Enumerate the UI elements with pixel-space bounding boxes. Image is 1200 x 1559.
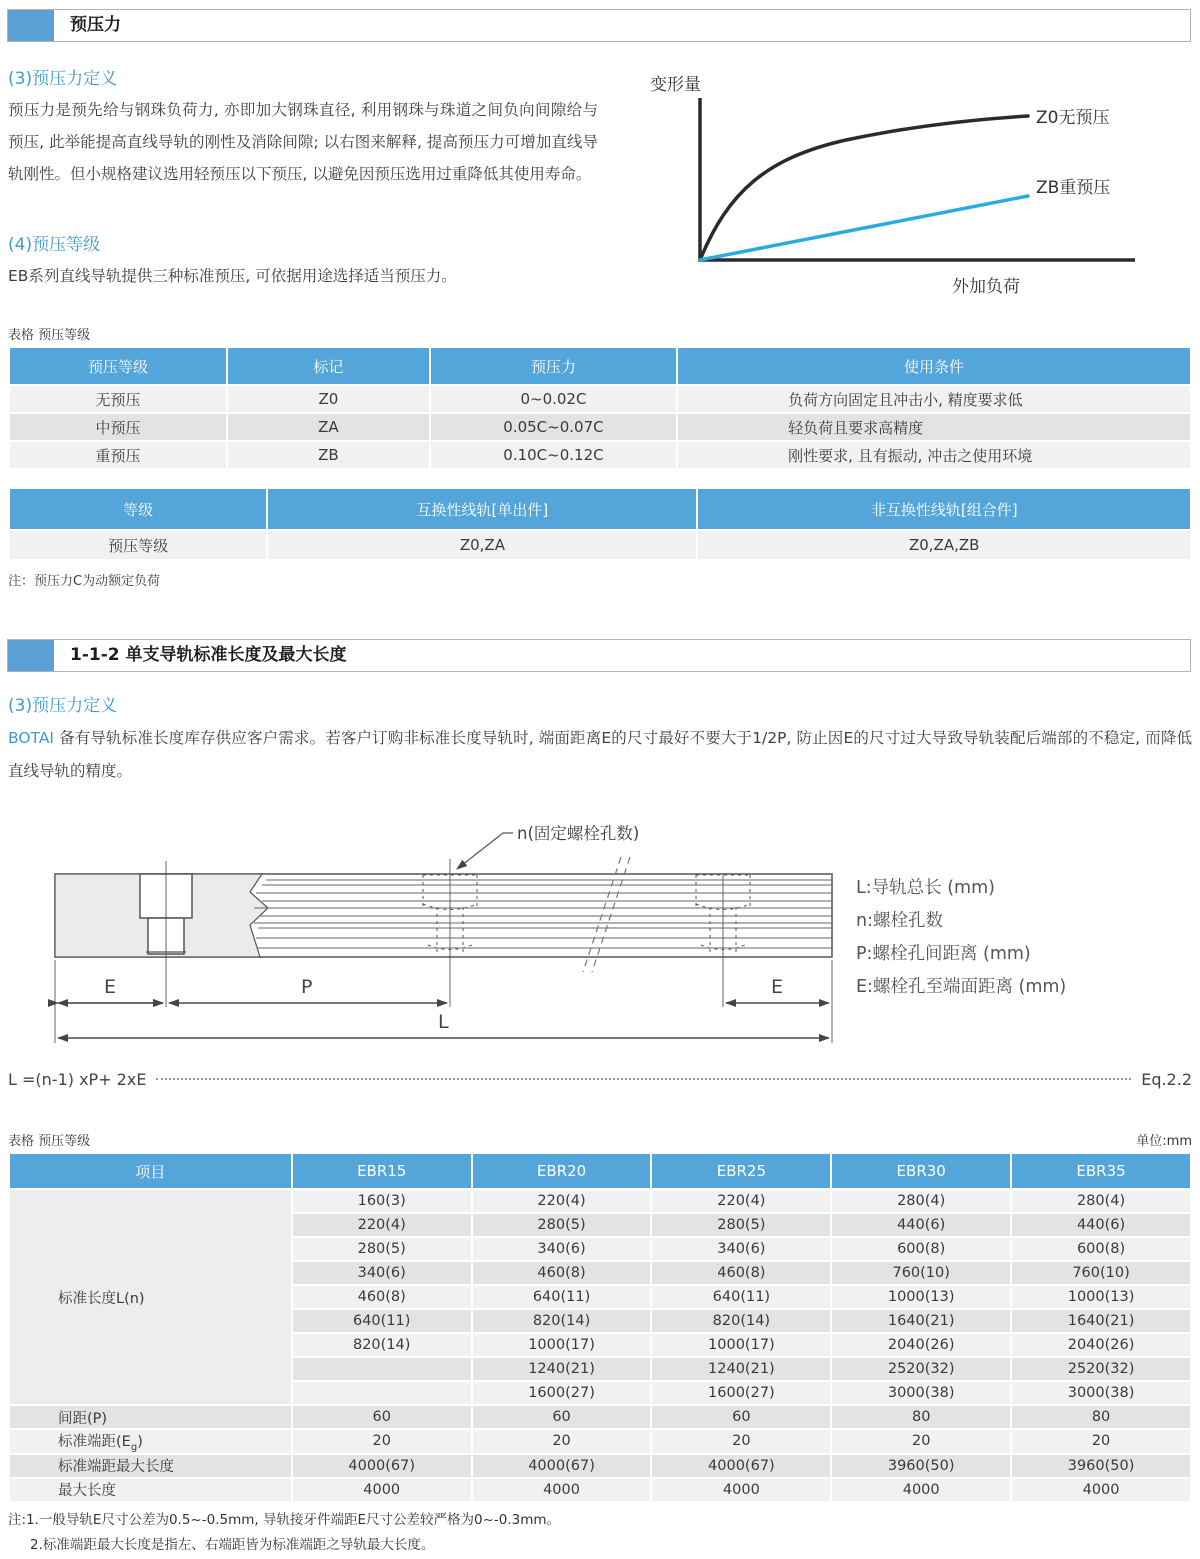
preload-grade-heading: (4)预压等级	[8, 235, 101, 255]
cell: 440(6)	[832, 1214, 1010, 1236]
dim-label-e-right: E	[771, 976, 784, 998]
table-row	[10, 1190, 1190, 1212]
table-row	[10, 414, 1190, 440]
cell: Z0,ZA	[268, 531, 696, 559]
dim-label-e-left: E	[104, 976, 117, 998]
cell: 4000	[832, 1479, 1010, 1501]
table-row	[10, 531, 1190, 559]
cell: 20	[473, 1430, 651, 1453]
cell	[293, 1382, 471, 1404]
cell: 1640(21)	[832, 1310, 1010, 1332]
dim-label-p: P	[301, 976, 313, 998]
cell: 4000(67)	[293, 1455, 471, 1477]
cell: 60	[473, 1406, 651, 1428]
stiffness-chart	[636, 66, 1200, 310]
table1-header-mark: 标记	[228, 348, 429, 384]
cell: 1600(27)	[473, 1382, 651, 1404]
cell: 重预压	[10, 442, 226, 468]
table-row-pitch	[10, 1406, 1190, 1428]
cell: 220(4)	[473, 1190, 651, 1212]
table1-caption: 表格 预压等级	[8, 328, 91, 343]
cell: 4000	[1012, 1479, 1190, 1501]
cell: 60	[293, 1406, 471, 1428]
label-subscript: g	[130, 1441, 138, 1453]
cell: 4000(67)	[473, 1455, 651, 1477]
row-label-end-max-length: 标准端距最大长度	[10, 1455, 291, 1477]
titlebar-blue-square	[8, 640, 54, 671]
cell: 20	[1012, 1430, 1190, 1453]
preload-definition-heading: (3)预压力定义	[8, 69, 118, 89]
dotted-leader	[156, 1078, 1131, 1080]
cell: 760(10)	[1012, 1262, 1190, 1284]
cell: 0~0.02C	[431, 386, 676, 412]
cell: 3000(38)	[1012, 1382, 1190, 1404]
section1-titlebar	[7, 9, 1191, 42]
label-text: )	[137, 1434, 143, 1450]
chart-label-zb: ZB重预压	[1036, 178, 1111, 198]
table3-header-ebr30: EBR30	[832, 1154, 1010, 1188]
cell: 1240(21)	[652, 1358, 830, 1380]
cell: 220(4)	[293, 1214, 471, 1236]
table3-header-item: 项目	[10, 1154, 291, 1188]
cell: 220(4)	[652, 1190, 830, 1212]
cell: 4000	[473, 1479, 651, 1501]
cell: 640(11)	[293, 1310, 471, 1332]
preload-grade-table	[8, 346, 1192, 470]
table3-header-ebr15: EBR15	[293, 1154, 471, 1188]
cell: 20	[652, 1430, 830, 1453]
cell: 1000(13)	[1012, 1286, 1190, 1308]
row-label-pitch: 间距(P)	[10, 1406, 291, 1428]
brand-name: BOTAI	[8, 729, 55, 747]
table-row-end-max-length	[10, 1455, 1190, 1477]
table3-header-ebr35: EBR35	[1012, 1154, 1190, 1188]
cell: 2520(32)	[832, 1358, 1010, 1380]
cell: 1640(21)	[1012, 1310, 1190, 1332]
cell: 20	[832, 1430, 1010, 1453]
cell: 600(8)	[1012, 1238, 1190, 1260]
cell: 160(3)	[293, 1190, 471, 1212]
cell: Z0	[228, 386, 429, 412]
length-formula-row	[8, 1066, 1192, 1092]
diagram-legend-l: L:导轨总长 (mm)	[856, 878, 995, 898]
preload-grade-paragraph: EB系列直线导轨提供三种标准预压, 可依据用途选择适当预压力。	[8, 267, 457, 285]
cell: 20	[293, 1430, 471, 1453]
cell: 3000(38)	[832, 1382, 1010, 1404]
cell: ZA	[228, 414, 429, 440]
cell: 1000(17)	[652, 1334, 830, 1356]
cell: 460(8)	[473, 1262, 651, 1284]
row-label-end-distance	[10, 1430, 291, 1453]
rail-dimension-diagram	[0, 795, 1200, 1065]
table2-header-row	[10, 489, 1190, 529]
length-definition-text: 备有导轨标准长度库存供应客户需求。若客户订购非标准长度导轨时, 端面距离E的尺寸最好不要大于1/2P, 防止因E的尺寸过大导致导轨装配后端部的不稳定, 而降低直线导轨的精度。	[8, 729, 1192, 780]
cell: 2520(32)	[1012, 1358, 1190, 1380]
cell: 760(10)	[832, 1262, 1010, 1284]
cell: 640(11)	[652, 1286, 830, 1308]
table2-header-single: 互换性线轨[单出件]	[268, 489, 696, 529]
cell: 280(5)	[473, 1214, 651, 1236]
cell: 60	[652, 1406, 830, 1428]
table2-header-grade: 等级	[10, 489, 266, 529]
cell: 1600(27)	[652, 1382, 830, 1404]
table1-header-force: 预压力	[431, 348, 676, 384]
cell: 中预压	[10, 414, 226, 440]
cell	[293, 1358, 471, 1380]
cell: 80	[1012, 1406, 1190, 1428]
cell: 80	[832, 1406, 1010, 1428]
table1-header-grade: 预压等级	[10, 348, 226, 384]
table-row-end-distance	[10, 1430, 1190, 1453]
interchangeability-table	[8, 487, 1192, 561]
cell: 轻负荷且要求高精度	[678, 414, 1190, 440]
cell: 600(8)	[832, 1238, 1010, 1260]
table1-header-row	[10, 348, 1190, 384]
note-dynamic-load: 注：预压力C为动额定负荷	[8, 574, 161, 589]
table3-header-ebr25: EBR25	[652, 1154, 830, 1188]
table-row-max-length	[10, 1479, 1190, 1501]
chart-line-zb	[700, 196, 1028, 260]
preload-definition-paragraph: 预压力是预先给与钢珠负荷力, 亦即加大钢珠直径, 利用钢珠与珠道之间负向间隙给与预压, 此举能提高直线导轨的刚性及消除间隙; 以右图来解释, 提高预压力可增加直线导轨刚性。但小规格建议选用轻预压以下预压, 以避免因预压选用过重降低其使用寿命。	[8, 101, 598, 183]
diagram-legend-p: P:螺栓孔间距离 (mm)	[856, 944, 1031, 964]
section1-title: 预压力	[70, 15, 121, 35]
cell: 280(4)	[1012, 1190, 1190, 1212]
cell: 820(14)	[473, 1310, 651, 1332]
equation-number: Eq.2.2	[1141, 1069, 1192, 1089]
section2-titlebar	[7, 639, 1191, 672]
table3-caption: 表格 预压等级	[8, 1134, 91, 1149]
length-definition-heading: (3)预压力定义	[8, 696, 118, 716]
cell: 640(11)	[473, 1286, 651, 1308]
cell: 4000(67)	[652, 1455, 830, 1477]
cell: 0.05C~0.07C	[431, 414, 676, 440]
cell: 负荷方向固定且冲击小, 精度要求低	[678, 386, 1190, 412]
cell: 2040(26)	[1012, 1334, 1190, 1356]
cell: 1240(21)	[473, 1358, 651, 1380]
footnote-2: 2.标准端距最大长度是指左、右端距皆为标准端距之导轨最大长度。	[30, 1537, 435, 1553]
table3-header-ebr20: EBR20	[473, 1154, 651, 1188]
cell: Z0,ZA,ZB	[698, 531, 1190, 559]
titlebar-blue-square	[8, 10, 54, 41]
cell: 预压等级	[10, 531, 266, 559]
cell: 3960(50)	[832, 1455, 1010, 1477]
cell: 3960(50)	[1012, 1455, 1190, 1477]
chart-ylabel: 变形量	[650, 75, 701, 95]
cell: 280(5)	[652, 1214, 830, 1236]
length-formula: L =(n-1) xP+ 2xE	[8, 1069, 147, 1089]
standard-length-table	[8, 1152, 1192, 1503]
cell: 0.10C~0.12C	[431, 442, 676, 468]
chart-xlabel: 外加负荷	[952, 277, 1020, 297]
cell: 280(5)	[293, 1238, 471, 1260]
cell: 4000	[293, 1479, 471, 1501]
chart-curve-z0	[700, 116, 1028, 260]
diagram-legend-e: E:螺栓孔至端面距离 (mm)	[856, 977, 1067, 997]
cell: 820(14)	[293, 1334, 471, 1356]
cell: 440(6)	[1012, 1214, 1190, 1236]
bolt-count-callout: n(固定螺栓孔数)	[517, 824, 640, 843]
section2-title: 1-1-2 单支导轨标准长度及最大长度	[70, 645, 347, 665]
label-text: 标准端距(E	[58, 1434, 131, 1450]
cell: 340(6)	[473, 1238, 651, 1260]
cell: 无预压	[10, 386, 226, 412]
cell: ZB	[228, 442, 429, 468]
dim-label-l: L	[438, 1011, 449, 1033]
chart-label-z0: Z0无预压	[1036, 108, 1110, 128]
row-label-max-length: 最大长度	[10, 1479, 291, 1501]
cell: 460(8)	[293, 1286, 471, 1308]
footnote-1: 注:1.一般导轨E尺寸公差为0.5~-0.5mm, 导轨接牙件端距E尺寸公差较严格为0~-0.3mm。	[8, 1512, 561, 1528]
unit-label: 单位:mm	[1136, 1134, 1192, 1149]
cell: 1000(17)	[473, 1334, 651, 1356]
cell: 460(8)	[652, 1262, 830, 1284]
cell: 340(6)	[652, 1238, 830, 1260]
table2-header-set: 非互换性线轨[组合件]	[698, 489, 1190, 529]
table1-header-condition: 使用条件	[678, 348, 1190, 384]
length-definition-paragraph	[8, 722, 1192, 788]
cell: 刚性要求, 且有振动, 冲击之使用环境	[678, 442, 1190, 468]
cell: 280(4)	[832, 1190, 1010, 1212]
table-row	[10, 442, 1190, 468]
cell: 4000	[652, 1479, 830, 1501]
table3-header-row	[10, 1154, 1190, 1188]
cell: 820(14)	[652, 1310, 830, 1332]
cell: 1000(13)	[832, 1286, 1010, 1308]
diagram-legend-n: n:螺栓孔数	[856, 911, 943, 931]
callout-leader-line	[457, 833, 513, 869]
cell: 2040(26)	[832, 1334, 1010, 1356]
table-row	[10, 386, 1190, 412]
group-label-standard-length: 标准长度L(n)	[10, 1190, 291, 1404]
cell: 340(6)	[293, 1262, 471, 1284]
